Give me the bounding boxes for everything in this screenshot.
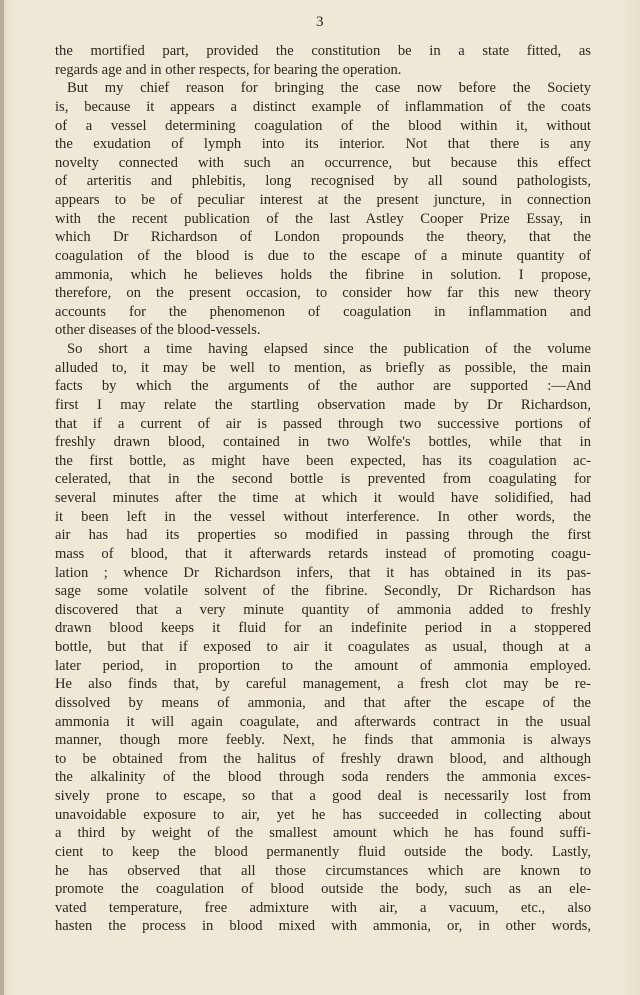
text-line: sage some volatile solvent of the fibrine. Secondly, Dr Richardson has bbox=[55, 583, 591, 600]
text-line: a third by weight of the smallest amount which he has found suffi- bbox=[55, 825, 591, 842]
text-line: accounts for the phenomenon of coagulation in inflammation and bbox=[55, 303, 591, 320]
text-line: later period, in proportion to the amount of ammonia employed. bbox=[55, 657, 591, 674]
text-line: promote the coagulation of blood outside the body, such as an ele- bbox=[55, 881, 591, 898]
text-line: he has observed that all those circumstances which are known to bbox=[55, 862, 591, 879]
text-line: discovered that a very minute quantity of ammonia added to freshly bbox=[55, 601, 591, 618]
text-line: several minutes after the time at which it would have solidified, had bbox=[55, 490, 591, 506]
text-line: it been left in the vessel without interference. In other words, the bbox=[55, 508, 591, 525]
text-line: drawn blood keeps it fluid for an indefinite period in a stoppered bbox=[55, 620, 591, 637]
text-line: mass of blood, that it afterwards retards instead of promoting coagu- bbox=[55, 545, 591, 562]
text-line: therefore, on the present occasion, to consider how far this new theory bbox=[55, 285, 591, 302]
text-line: of a vessel determining coagulation of the blood within it, without bbox=[55, 117, 591, 134]
body-text bbox=[55, 42, 591, 936]
text-line: regards age and in other respects, for bearing the operation. bbox=[55, 61, 402, 78]
text-line: celerated, that in the second bottle is prevented from coagulating for bbox=[55, 471, 591, 488]
text-line: the alkalinity of the blood through soda renders the ammonia exces- bbox=[55, 769, 591, 786]
text-line: of arteritis and phlebitis, long recognised by all sound pathologists, bbox=[55, 173, 591, 190]
text-line: manner, though more feebly. Next, he finds that ammonia is always bbox=[55, 732, 591, 749]
text-line: ammonia, which he believes holds the fibrine in solution. I propose, bbox=[55, 266, 591, 283]
paragraph bbox=[55, 42, 591, 79]
text-line: hasten the process in blood mixed with ammonia, or, in other words, bbox=[55, 918, 591, 935]
text-line: ammonia it will again coagulate, and afterwards contract in the usual bbox=[55, 713, 591, 730]
text-line: cient to keep the blood permanently fluid outside the body. Lastly, bbox=[55, 843, 591, 860]
text-line: with the recent publication of the last Astley Cooper Prize Essay, in bbox=[55, 210, 591, 227]
text-line: the first bottle, as might have been expected, has its coagulation ac- bbox=[55, 452, 591, 469]
text-line: lation ; whence Dr Richardson infers, that it has obtained in its pas- bbox=[55, 564, 591, 581]
text-line: alluded to, it may be well to mention, as briefly as possible, the main bbox=[55, 359, 591, 376]
text-line: freshly drawn blood, contained in two Wolfe's bottles, while that in bbox=[55, 434, 591, 451]
text-line: facts by which the arguments of the author are supported :—And bbox=[55, 378, 591, 395]
text-line: But my chief reason for bringing the case now before the Society bbox=[67, 80, 591, 97]
text-line: So short a time having elapsed since the publication of the volume bbox=[67, 341, 591, 357]
binding-edge bbox=[0, 0, 4, 995]
text-line: first I may relate the startling observation made by Dr Richardson, bbox=[55, 396, 591, 413]
text-line: other diseases of the blood-vessels. bbox=[55, 322, 261, 339]
text-line: to be obtained from the halitus of freshly drawn blood, and although bbox=[55, 750, 591, 767]
text-line: unavoidable exposure to air, yet he has succeeded in collecting about bbox=[55, 806, 591, 823]
text-line: vated temperature, free admixture with air, a vacuum, etc., also bbox=[55, 899, 591, 916]
paragraph bbox=[55, 79, 591, 340]
text-line: sively prone to escape, so that a good deal is necessarily lost from bbox=[55, 788, 591, 804]
text-line: the exudation of lymph into its interior. Not that there is any bbox=[55, 136, 591, 153]
text-line: is, because it appears a distinct example of inflammation of the coats bbox=[55, 98, 591, 115]
text-line: which Dr Richardson of London propounds the theory, that the bbox=[55, 229, 591, 246]
text-line: bottle, but that if exposed to air it coagulates as usual, though at a bbox=[55, 639, 591, 655]
text-line: the mortified part, provided the constitution be in a state fitted, as bbox=[55, 43, 591, 59]
text-line: coagulation of the blood is due to the escape of a minute quantity of bbox=[55, 247, 591, 264]
text-line: air has had its properties so modified in passing through the first bbox=[55, 527, 591, 544]
text-line: novelty connected with such an occurrence, but because this effect bbox=[55, 154, 591, 171]
page-number: 3 bbox=[316, 14, 324, 30]
text-line: He also finds that, by careful management, a fresh clot may be re- bbox=[55, 676, 591, 693]
text-line: that if a current of air is passed through two successive portions of bbox=[55, 415, 591, 432]
text-line: dissolved by means of ammonia, and that after the escape of the bbox=[55, 694, 591, 711]
text-line: appears to be of peculiar interest at the present juncture, in connection bbox=[55, 192, 591, 208]
paragraph bbox=[55, 340, 591, 936]
